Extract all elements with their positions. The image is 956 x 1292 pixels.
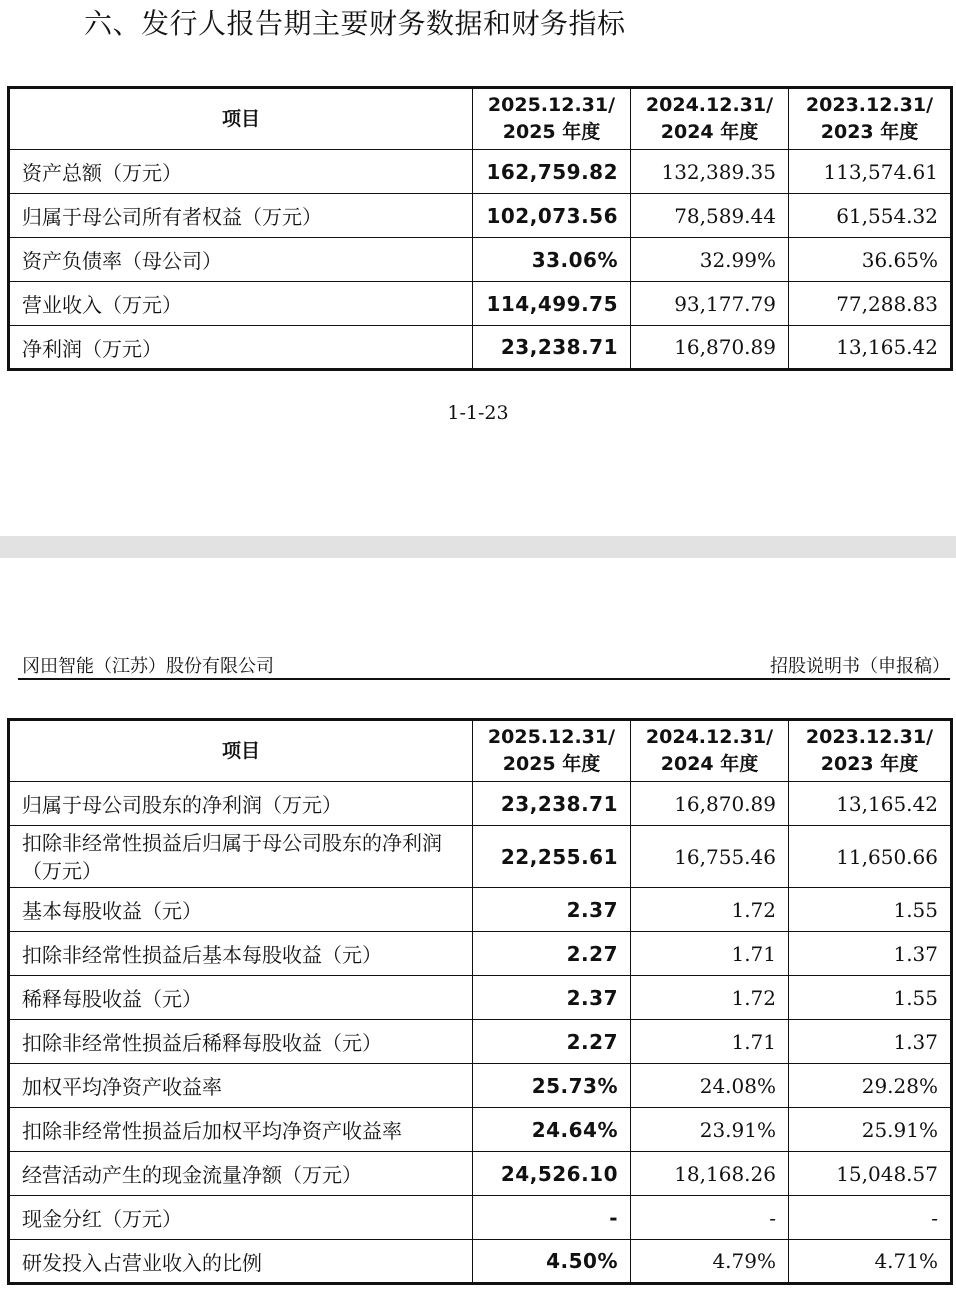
value-2024: 1.72 (631, 976, 789, 1020)
value-2025: 102,073.56 (473, 194, 631, 238)
table-row (9, 1020, 952, 1064)
table-row (9, 194, 952, 238)
value-2024: 78,589.44 (631, 194, 789, 238)
table-row (9, 150, 952, 194)
value-2023: 13,165.42 (789, 782, 952, 826)
value-2025: 162,759.82 (473, 150, 631, 194)
header-2024-year: 2024 年度 (660, 753, 759, 775)
value-2023: 1.37 (789, 932, 952, 976)
running-header (18, 652, 950, 680)
row-label: 净利润（万元） (9, 326, 473, 370)
row-label: 基本每股收益（元） (9, 888, 473, 932)
header-2024-year: 2024 年度 (660, 121, 759, 143)
table-row (9, 282, 952, 326)
header-2024 (631, 720, 789, 782)
header-2025-date: 2025.12.31/ (487, 726, 616, 748)
row-label: 扣除非经常性损益后加权平均净资产收益率 (9, 1108, 473, 1152)
header-2023-year: 2023 年度 (820, 753, 919, 775)
value-2025: - (473, 1196, 631, 1240)
header-2025-date: 2025.12.31/ (487, 94, 616, 116)
row-label: 资产总额（万元） (9, 150, 473, 194)
table-header-row (9, 720, 952, 782)
table-row (9, 976, 952, 1020)
value-2023: 11,650.66 (789, 826, 952, 888)
table-header-row (9, 88, 952, 150)
header-2025 (473, 88, 631, 150)
value-2025: 22,255.61 (473, 826, 631, 888)
row-label: 扣除非经常性损益后基本每股收益（元） (9, 932, 473, 976)
value-2023: 113,574.61 (789, 150, 952, 194)
value-2025: 4.50% (473, 1240, 631, 1284)
value-2024: 24.08% (631, 1064, 789, 1108)
value-2023: 15,048.57 (789, 1152, 952, 1196)
header-2024 (631, 88, 789, 150)
table-row (9, 1240, 952, 1284)
financial-table-1 (7, 86, 953, 371)
table-row (9, 238, 952, 282)
header-2023 (789, 720, 952, 782)
header-2025-year: 2025 年度 (502, 121, 601, 143)
value-2024: 4.79% (631, 1240, 789, 1284)
row-label: 营业收入（万元） (9, 282, 473, 326)
table-row (9, 1196, 952, 1240)
value-2025: 114,499.75 (473, 282, 631, 326)
row-label: 扣除非经常性损益后稀释每股收益（元） (9, 1020, 473, 1064)
row-label: 经营活动产生的现金流量净额（万元） (9, 1152, 473, 1196)
header-2024-date: 2024.12.31/ (645, 94, 774, 116)
header-2025 (473, 720, 631, 782)
value-2024: 18,168.26 (631, 1152, 789, 1196)
header-2023-year: 2023 年度 (820, 121, 919, 143)
value-2023: 13,165.42 (789, 326, 952, 370)
value-2024: 132,389.35 (631, 150, 789, 194)
table-row (9, 326, 952, 370)
page-divider (0, 536, 956, 558)
row-label: 稀释每股收益（元） (9, 976, 473, 1020)
value-2024: 16,755.46 (631, 826, 789, 888)
table-row (9, 1152, 952, 1196)
financial-table-2 (7, 718, 953, 1285)
value-2023: 29.28% (789, 1064, 952, 1108)
value-2023: 36.65% (789, 238, 952, 282)
header-item: 项目 (9, 88, 473, 150)
header-2024-date: 2024.12.31/ (645, 726, 774, 748)
row-label: 现金分红（万元） (9, 1196, 473, 1240)
header-item: 项目 (9, 720, 473, 782)
value-2023: 61,554.32 (789, 194, 952, 238)
value-2024: 32.99% (631, 238, 789, 282)
document-type: 招股说明书（申报稿） (770, 656, 950, 677)
header-2025-year: 2025 年度 (502, 753, 601, 775)
header-2023-date: 2023.12.31/ (805, 94, 934, 116)
value-2023: 1.55 (789, 888, 952, 932)
row-label: 资产负债率（母公司） (9, 238, 473, 282)
value-2024: 93,177.79 (631, 282, 789, 326)
value-2025: 25.73% (473, 1064, 631, 1108)
value-2023: - (789, 1196, 952, 1240)
value-2025: 2.27 (473, 1020, 631, 1064)
value-2025: 23,238.71 (473, 782, 631, 826)
value-2023: 4.71% (789, 1240, 952, 1284)
value-2024: 1.72 (631, 888, 789, 932)
row-label: 加权平均净资产收益率 (9, 1064, 473, 1108)
value-2025: 23,238.71 (473, 326, 631, 370)
value-2025: 2.27 (473, 932, 631, 976)
value-2025: 2.37 (473, 976, 631, 1020)
value-2023: 1.55 (789, 976, 952, 1020)
company-name: 冈田智能（江苏）股份有限公司 (22, 656, 274, 677)
row-label: 归属于母公司股东的净利润（万元） (9, 782, 473, 826)
value-2024: 1.71 (631, 1020, 789, 1064)
row-label: 扣除非经常性损益后归属于母公司股东的净利润（万元） (9, 826, 473, 888)
page-number: 1-1-23 (447, 402, 509, 424)
value-2024: 16,870.89 (631, 782, 789, 826)
table-row (9, 888, 952, 932)
row-label: 归属于母公司所有者权益（万元） (9, 194, 473, 238)
table-row (9, 932, 952, 976)
table-row (9, 826, 952, 888)
value-2025: 24,526.10 (473, 1152, 631, 1196)
value-2025: 33.06% (473, 238, 631, 282)
table-row (9, 782, 952, 826)
value-2024: 23.91% (631, 1108, 789, 1152)
value-2025: 2.37 (473, 888, 631, 932)
value-2023: 77,288.83 (789, 282, 952, 326)
section-title: 六、发行人报告期主要财务数据和财务指标 (84, 7, 626, 40)
row-label: 研发投入占营业收入的比例 (9, 1240, 473, 1284)
value-2024: 16,870.89 (631, 326, 789, 370)
value-2023: 1.37 (789, 1020, 952, 1064)
value-2024: 1.71 (631, 932, 789, 976)
value-2023: 25.91% (789, 1108, 952, 1152)
table-row (9, 1064, 952, 1108)
header-2023 (789, 88, 952, 150)
value-2024: - (631, 1196, 789, 1240)
value-2025: 24.64% (473, 1108, 631, 1152)
header-2023-date: 2023.12.31/ (805, 726, 934, 748)
table-row (9, 1108, 952, 1152)
